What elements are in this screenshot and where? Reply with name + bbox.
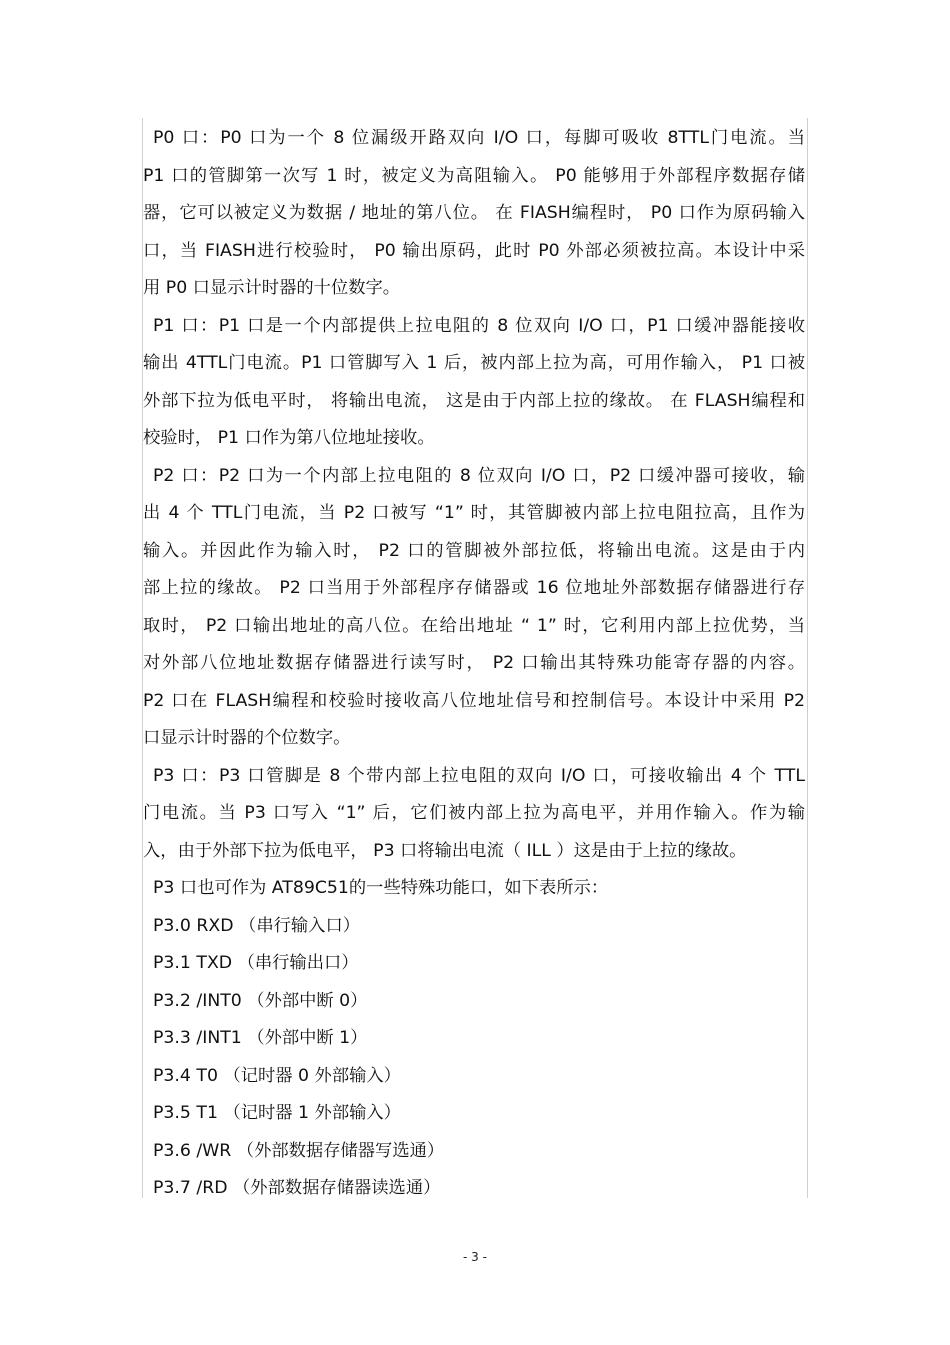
text-line: 部上拉的缘故。 P2 口当用于外部程序存储器或 16 位地址外部数据存储器进行存 xyxy=(143,578,805,598)
text-line: 门电流。当 P3 口写入 “1” 后，它们被内部上拉为高电平，并用作输入。作为输 xyxy=(143,803,805,823)
p3-function-list xyxy=(143,908,805,1208)
text-line: P2 口在 FLASH编程和校验时接收高八位地址信号和控制信号。本设计中采用 P2 xyxy=(143,690,805,711)
text-line: 出 4 个 TTL门电流，当 P2 口被写 “1” 时，其管脚被内部上拉电阻拉高，且作为 xyxy=(143,503,805,523)
text-line: P1 口的管脚第一次写 1 时，被定义为高阻输入。 P0 能够用于外部程序数据存储 xyxy=(143,165,805,186)
list-item: P3.0 RXD （串行输入口） xyxy=(153,915,361,936)
text-line: 校验时， P1 口作为第八位地址接收。 xyxy=(143,428,435,448)
list-item: P3.5 T1 （记时器 1 外部输入） xyxy=(153,1103,401,1123)
text-line: 输出 4TTL门电流。P1 口管脚写入 1 后，被内部上拉为高，可用作输入， P1 口被 xyxy=(143,353,805,373)
paragraph-p2 xyxy=(143,458,805,758)
text-line: 用 P0 口显示计时器的十位数字。 xyxy=(143,278,401,298)
paragraph-p1 xyxy=(143,308,805,458)
text-line: 外部下拉为低电平时， 将输出电流， 这是由于内部上拉的缘故。 在 FLASH编程和 xyxy=(143,390,805,411)
text-line: 入，由于外部下拉为低电平， P3 口将输出电流（ ILL ）这是由于上拉的缘故。 xyxy=(143,840,747,861)
text-line: 口，当 FIASH进行校验时， P0 输出原码，此时 P0 外部必须被拉高。本设计中采 xyxy=(143,240,805,261)
text-line: 取时， P2 口输出地址的高八位。在给出地址 “ 1” 时，它利用内部上拉优势，当 xyxy=(143,615,805,636)
list-item: P3.1 TXD （串行输出口） xyxy=(153,953,359,973)
text-line: 对外部八位地址数据存储器进行读写时， P2 口输出其特殊功能寄存器的内容。 xyxy=(143,653,805,673)
paragraph-p3-functions-intro xyxy=(143,870,805,908)
text-line: P3 口：P3 口管脚是 8 个带内部上拉电阻的双向 I/O 口，可接收输出 4 个 TTL xyxy=(153,765,805,786)
text-line: 口显示计时器的个位数字。 xyxy=(143,728,351,748)
list-item: P3.7 /RD （外部数据存储器读选通） xyxy=(153,1178,441,1198)
text-line: P0 口：P0 口为一个 8 位漏级开路双向 I/O 口，每脚可吸收 8TTL门电流。当 xyxy=(153,128,805,148)
text-line: 输入。并因此作为输入时， P2 口的管脚被外部拉低，将输出电流。这是由于内 xyxy=(143,540,805,561)
paragraph-p3 xyxy=(143,758,805,871)
list-item: P3.4 T0 （记时器 0 外部输入） xyxy=(153,1065,401,1086)
text-line: 器，它可以被定义为数据 / 地址的第八位。 在 FIASH编程时， P0 口作为原码输入 xyxy=(143,203,805,223)
page-number: - 3 - xyxy=(463,1250,487,1264)
list-item: P3.2 /INT0 （外部中断 0） xyxy=(153,990,368,1011)
text-line: P3 口也可作为 AT89C51的一些特殊功能口，如下表所示： xyxy=(153,878,609,898)
list-item: P3.3 /INT1 （外部中断 1） xyxy=(153,1028,368,1048)
paragraph-p0 xyxy=(143,120,805,308)
text-line: P2 口：P2 口为一个内部上拉电阻的 8 位双向 I/O 口，P2 口缓冲器可接收，输 xyxy=(153,465,805,486)
text-line: P1 口：P1 口是一个内部提供上拉电阻的 8 位双向 I/O 口，P1 口缓冲器能接收 xyxy=(153,315,805,336)
list-item: P3.6 /WR （外部数据存储器写选通） xyxy=(153,1140,445,1161)
document-body xyxy=(143,120,805,1208)
